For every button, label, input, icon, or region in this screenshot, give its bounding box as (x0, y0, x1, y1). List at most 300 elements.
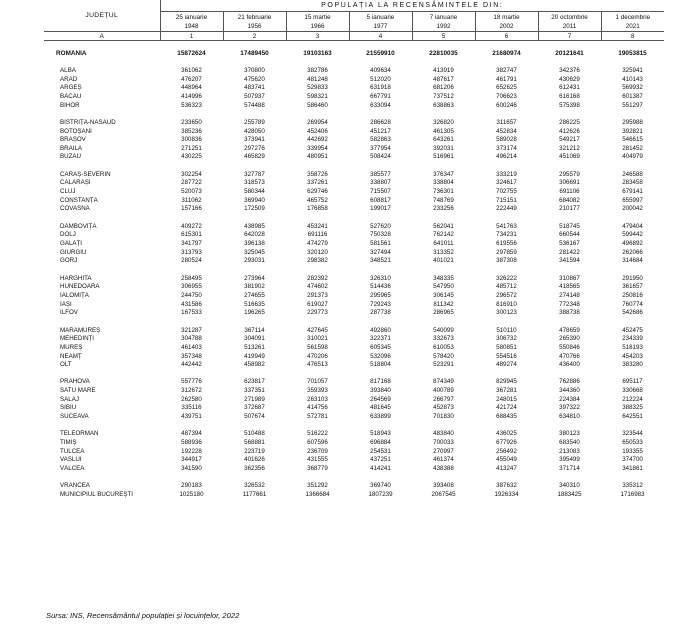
population-value: 599442 (622, 231, 643, 239)
population-value: 679141 (622, 188, 643, 196)
county-row (44, 249, 664, 258)
population-value: 588936 (181, 439, 202, 447)
population-value: 199017 (370, 205, 391, 213)
population-value: 1716983 (620, 490, 645, 498)
population-value: 373174 (496, 144, 517, 152)
population-value: 642028 (244, 231, 265, 239)
population-value: 510110 (496, 326, 517, 334)
population-value: 701830 (433, 413, 454, 421)
county-row (44, 309, 664, 318)
population-value: 436025 (496, 430, 517, 438)
population-value: 451217 (370, 127, 391, 135)
county-row (44, 171, 664, 180)
population-value: 265390 (559, 335, 580, 343)
population-value: 287722 (181, 179, 202, 187)
population-value: 481248 (307, 75, 328, 83)
population-value: 297859 (496, 248, 517, 256)
county-row (44, 327, 664, 336)
population-value: 430629 (559, 75, 580, 83)
population-value: 629746 (307, 188, 328, 196)
population-value: 200042 (622, 205, 643, 213)
population-value: 578420 (433, 352, 454, 360)
county-name: BACĂU (60, 92, 82, 100)
population-value: 529833 (307, 84, 328, 92)
spacer-row (44, 110, 664, 119)
population-value: 476207 (181, 75, 202, 83)
county-name: MARAMUREȘ (60, 326, 101, 334)
population-value: 306145 (433, 291, 454, 299)
population-value: 762886 (559, 378, 580, 386)
population-value: 600246 (496, 101, 517, 109)
population-value: 254531 (370, 447, 391, 455)
population-value: 341797 (181, 240, 202, 248)
population-census-table-page (44, 0, 664, 500)
population-value: 492860 (370, 326, 391, 334)
population-value: 324617 (496, 179, 517, 187)
population-value: 339954 (307, 144, 328, 152)
population-value: 516635 (244, 300, 265, 308)
population-value: 342376 (559, 66, 580, 74)
census-date: 5 ianuarie (366, 14, 395, 21)
population-value: 321212 (559, 144, 580, 152)
population-value: 518193 (622, 343, 643, 351)
population-value: 496892 (622, 240, 643, 248)
population-value: 286965 (433, 309, 454, 317)
population-value: 760774 (622, 300, 643, 308)
spacer-row (44, 58, 664, 67)
population-value: 210177 (559, 205, 580, 213)
population-value: 695117 (622, 378, 643, 386)
population-value: 313793 (181, 248, 202, 256)
county-name: OLT (60, 361, 72, 369)
county-name: CĂLĂRAȘI (60, 179, 91, 187)
population-value: 337261 (307, 179, 328, 187)
census-year: 1977 (373, 23, 388, 30)
census-date-header (349, 12, 412, 32)
census-date-header (160, 12, 223, 32)
county-name: MUREȘ (60, 343, 83, 351)
population-value: 683540 (559, 439, 580, 447)
population-value: 395499 (559, 456, 580, 464)
county-name: MEHEDINȚI (60, 335, 95, 343)
population-value: 421724 (496, 404, 517, 412)
county-name: HUNEDOARA (60, 283, 100, 291)
population-value: 518943 (370, 430, 391, 438)
population-value: 326532 (244, 482, 265, 490)
spacer-row (44, 214, 664, 223)
population-value: 313352 (433, 248, 454, 256)
spacer-cell (44, 162, 664, 171)
population-value: 337351 (244, 387, 265, 395)
county-name: BRAȘOV (60, 136, 86, 144)
population-value: 438388 (433, 465, 454, 473)
population-value: 17489450 (240, 49, 269, 57)
column-number: 4 (349, 32, 412, 41)
population-value: 581561 (370, 240, 391, 248)
population-value: 633094 (370, 101, 391, 109)
population-value: 296572 (496, 291, 517, 299)
population-value: 418565 (559, 283, 580, 291)
population-value: 306732 (496, 335, 517, 343)
population-value: 677926 (496, 439, 517, 447)
population-value: 20121641 (555, 49, 584, 57)
population-value: 536323 (181, 101, 202, 109)
population-value: 21559910 (366, 49, 395, 57)
spacer-row (44, 318, 664, 327)
population-value: 667791 (370, 92, 391, 100)
population-value: 700033 (433, 439, 454, 447)
population-value: 157166 (181, 205, 202, 213)
population-value: 623817 (244, 378, 265, 386)
population-value: 514436 (370, 283, 391, 291)
census-date-header (286, 12, 349, 32)
spacer-cell (44, 41, 664, 50)
population-value: 580344 (244, 188, 265, 196)
population-value: 273964 (244, 274, 265, 282)
population-value: 295988 (622, 118, 643, 126)
population-value: 586460 (307, 101, 328, 109)
population-value: 518804 (370, 361, 391, 369)
population-value: 874349 (433, 378, 454, 386)
population-value: 516222 (307, 430, 328, 438)
population-value: 367114 (244, 326, 265, 334)
population-value: 550846 (559, 343, 580, 351)
population-value: 829945 (496, 378, 517, 386)
population-value: 236709 (307, 447, 328, 455)
population-value: 465752 (307, 196, 328, 204)
county-name: VRANCEA (60, 482, 90, 490)
county-row (44, 93, 664, 102)
population-value: 458982 (244, 361, 265, 369)
population-value: 470206 (307, 352, 328, 360)
county-row (44, 205, 664, 214)
population-value: 385236 (181, 127, 202, 135)
county-row (44, 102, 664, 111)
population-value: 326222 (496, 274, 517, 282)
population-value: 465829 (244, 153, 265, 161)
population-value: 409272 (181, 222, 202, 230)
population-value: 551297 (622, 101, 643, 109)
population-value: 762142 (433, 231, 454, 239)
population-value: 233650 (181, 118, 202, 126)
population-value: 507674 (244, 413, 265, 421)
population-value: 340310 (559, 482, 580, 490)
county-name: ALBA (60, 66, 76, 74)
population-value: 382747 (496, 66, 517, 74)
population-value: 436400 (559, 361, 580, 369)
population-value: 562041 (433, 222, 454, 230)
population-value: 341594 (559, 257, 580, 265)
population-value: 461403 (181, 343, 202, 351)
source-note: Sursa: INS, Recensământul populației și locuințelor, 2022 (46, 611, 240, 620)
population-value: 233256 (433, 205, 454, 213)
county-row (44, 292, 664, 301)
population-value: 410143 (622, 75, 643, 83)
population-value: 638863 (433, 101, 454, 109)
population-value: 582863 (370, 136, 391, 144)
population-value: 335116 (181, 404, 202, 412)
population-value: 362356 (244, 465, 265, 473)
population-value: 409634 (370, 66, 391, 74)
county-name: BISTRIȚA-NĂSĂUD (60, 118, 116, 126)
county-name: SUCEAVA (60, 413, 89, 421)
population-value: 414996 (181, 92, 202, 100)
population-value: 314684 (622, 257, 643, 265)
population-value: 377954 (370, 144, 391, 152)
county-row (44, 344, 664, 353)
population-value: 575398 (559, 101, 580, 109)
population-value: 348521 (370, 257, 391, 265)
county-row (44, 136, 664, 145)
column-number: 3 (286, 32, 349, 41)
population-value: 811342 (433, 300, 454, 308)
population-value: 554516 (496, 352, 517, 360)
population-value: 1926334 (494, 490, 519, 498)
population-value: 487394 (181, 430, 202, 438)
population-value: 300123 (496, 309, 517, 317)
county-row (44, 119, 664, 128)
population-value: 306691 (559, 179, 580, 187)
population-value: 344360 (559, 387, 580, 395)
census-year: 2011 (562, 23, 577, 30)
county-name: SATU MARE (60, 387, 96, 395)
population-value: 485712 (496, 283, 517, 291)
population-value: 612431 (559, 84, 580, 92)
population-value: 655997 (622, 196, 643, 204)
population-value: 413247 (496, 465, 517, 473)
census-date: 18 martie (493, 14, 520, 21)
county-row (44, 491, 664, 500)
county-name: COVASNA (60, 205, 90, 213)
population-value: 291950 (622, 274, 643, 282)
population-value: 452873 (433, 404, 454, 412)
population-value: 523291 (433, 361, 454, 369)
population-value: 633899 (370, 413, 391, 421)
county-row (44, 413, 664, 422)
population-value: 557776 (181, 378, 202, 386)
county-name: GORJ (60, 257, 78, 265)
census-year: 1948 (184, 23, 199, 30)
census-date: 20 octombrie (551, 14, 588, 21)
population-value: 369740 (370, 482, 391, 490)
county-row (44, 145, 664, 154)
population-value: 351292 (307, 482, 328, 490)
population-value: 455049 (496, 456, 517, 464)
county-name: IAȘI (60, 300, 72, 308)
population-value: 320120 (307, 248, 328, 256)
population-value: 480951 (307, 153, 328, 161)
population-value: 483741 (244, 84, 265, 92)
county-row (44, 231, 664, 240)
population-value: 393408 (433, 482, 454, 490)
population-value: 397322 (559, 404, 580, 412)
population-value: 474279 (307, 240, 328, 248)
population-value: 256492 (496, 447, 517, 455)
population-value: 729243 (370, 300, 391, 308)
population-value: 325941 (622, 66, 643, 74)
population-value: 431555 (307, 456, 328, 464)
population-value: 427645 (307, 326, 328, 334)
population-value: 750328 (370, 231, 391, 239)
population-value: 282392 (307, 274, 328, 282)
census-date: 1 decembrie (615, 14, 651, 21)
population-value: 574488 (244, 101, 265, 109)
county-row (44, 128, 664, 137)
county-name: SIBIU (60, 404, 77, 412)
population-value: 335312 (622, 482, 643, 490)
population-value: 338804 (433, 179, 454, 187)
population-value: 244750 (181, 291, 202, 299)
census-date: 7 ianuarie (429, 14, 458, 21)
population-value: 310867 (559, 274, 580, 282)
population-value: 255789 (244, 118, 265, 126)
population-value: 262066 (622, 248, 643, 256)
county-row (44, 153, 664, 162)
census-date: 15 martie (304, 14, 331, 21)
population-value: 327787 (244, 170, 265, 178)
population-value: 684082 (559, 196, 580, 204)
population-value: 513261 (244, 343, 265, 351)
spacer-cell (44, 58, 664, 67)
census-year: 1966 (310, 23, 325, 30)
county-name: SĂLAJ (60, 395, 79, 403)
population-value: 392031 (433, 144, 454, 152)
population-value: 312672 (181, 387, 202, 395)
population-value: 325045 (244, 248, 265, 256)
county-row (44, 76, 664, 85)
population-value: 527620 (370, 222, 391, 230)
population-value: 318573 (244, 179, 265, 187)
county-name: TULCEA (60, 447, 85, 455)
population-value: 293031 (244, 257, 265, 265)
county-name: ARGEȘ (60, 84, 82, 92)
population-value: 341590 (181, 465, 202, 473)
national-total-row (44, 50, 664, 59)
census-year: 2021 (625, 23, 640, 30)
population-value: 404979 (622, 153, 643, 161)
population-value: 561598 (307, 343, 328, 351)
population-value: 631918 (370, 84, 391, 92)
table-body (44, 41, 664, 500)
county-row (44, 84, 664, 93)
spacer-row (44, 162, 664, 171)
county-name: DOLJ (60, 231, 76, 239)
population-value: 1883425 (557, 490, 582, 498)
population-value: 383280 (622, 361, 643, 369)
population-value: 371714 (559, 465, 580, 473)
population-value: 213083 (559, 447, 580, 455)
population-value: 361657 (622, 283, 643, 291)
column-number: 1 (160, 32, 223, 41)
population-value: 387632 (496, 482, 517, 490)
population-value: 258495 (181, 274, 202, 282)
population-value: 193355 (622, 447, 643, 455)
population-value: 212224 (622, 395, 643, 403)
population-value: 302254 (181, 170, 202, 178)
population-value: 454203 (622, 352, 643, 360)
population-value: 642551 (622, 413, 643, 421)
population-value: 304091 (244, 335, 265, 343)
population-value: 608817 (370, 196, 391, 204)
population-value: 476513 (307, 361, 328, 369)
population-value: 2067545 (431, 490, 456, 498)
population-value: 601387 (622, 92, 643, 100)
population-value: 246588 (622, 170, 643, 178)
population-value: 650533 (622, 439, 643, 447)
population-value: 310021 (307, 335, 328, 343)
population-value: 508424 (370, 153, 391, 161)
spacer-cell (44, 214, 664, 223)
population-value: 271251 (181, 144, 202, 152)
county-row (44, 387, 664, 396)
population-value: 619027 (307, 300, 328, 308)
population-value: 1025180 (179, 490, 204, 498)
column-number: A (44, 32, 160, 41)
column-number: 8 (601, 32, 664, 41)
census-date: 25 ianuarie (175, 14, 208, 21)
population-value: 270997 (433, 447, 454, 455)
population-value: 290183 (181, 482, 202, 490)
population-value: 634810 (559, 413, 580, 421)
population-value: 382786 (307, 66, 328, 74)
population-value: 442442 (181, 361, 202, 369)
population-value: 223719 (244, 447, 265, 455)
county-name: BOTOȘANI (60, 127, 92, 135)
population-value: 510488 (244, 430, 265, 438)
population-value: 1366684 (305, 490, 330, 498)
population-value: 167533 (181, 309, 202, 317)
population-value: 388738 (559, 309, 580, 317)
population-value: 281452 (622, 144, 643, 152)
population-value: 452406 (307, 127, 328, 135)
population-value: 442692 (307, 136, 328, 144)
county-name: NEAMȚ (60, 352, 82, 360)
county-column-header: JUDEȚUL (44, 0, 160, 32)
population-value: 619556 (496, 240, 517, 248)
population-value: 388325 (622, 404, 643, 412)
county-name: BIHOR (60, 101, 80, 109)
census-year: 2002 (499, 23, 514, 30)
population-value: 541763 (496, 222, 517, 230)
population-value: 326310 (370, 274, 391, 282)
spacer-cell (44, 474, 664, 483)
spacer-cell (44, 110, 664, 119)
population-value: 359393 (307, 387, 328, 395)
census-date-header (412, 12, 475, 32)
county-row (44, 301, 664, 310)
census-date-header (223, 12, 286, 32)
county-name: HARGHITA (60, 274, 92, 282)
population-value: 304788 (181, 335, 202, 343)
population-value: 248015 (496, 395, 517, 403)
population-value: 392821 (622, 127, 643, 135)
population-value: 598321 (307, 92, 328, 100)
population-value: 348335 (433, 274, 454, 282)
population-value: 295965 (370, 291, 391, 299)
population-value: 330668 (622, 387, 643, 395)
population-value: 321287 (181, 326, 202, 334)
population-value: 281422 (559, 248, 580, 256)
county-name: MUNICIPIUL BUCUREȘTI (60, 490, 133, 498)
population-value: 274655 (244, 291, 265, 299)
population-value: 474602 (307, 283, 328, 291)
population-value: 419949 (244, 352, 265, 360)
county-row (44, 482, 664, 491)
population-value: 512020 (370, 75, 391, 83)
population-value: 518745 (559, 222, 580, 230)
population-value: 298382 (307, 257, 328, 265)
census-date: 21 februarie (237, 14, 272, 21)
